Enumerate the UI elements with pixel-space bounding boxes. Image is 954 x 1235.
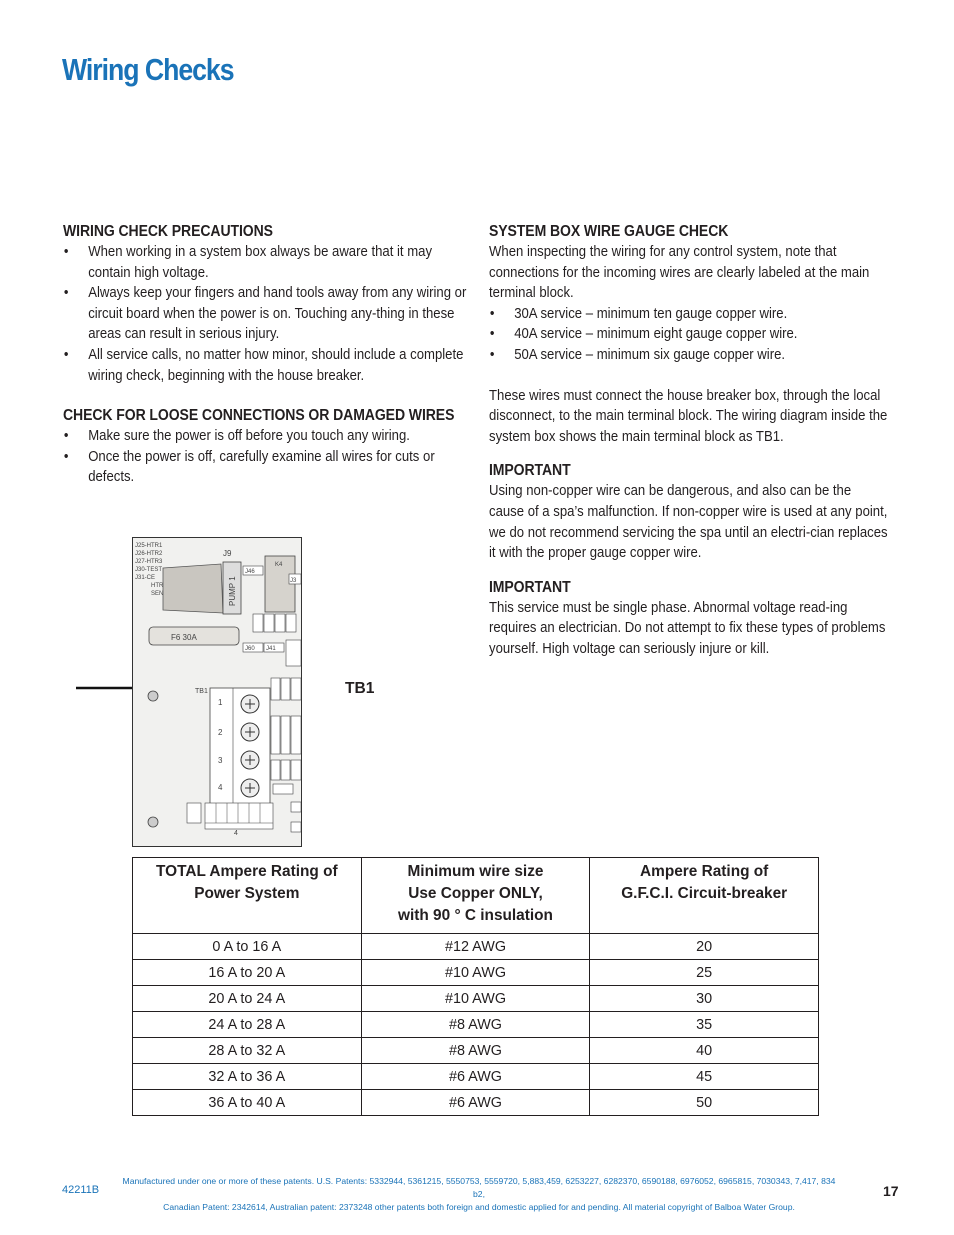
document-code: 42211B [62,1184,100,1196]
table-cell: 25 [590,960,819,986]
footer-line: Canadian Patent: 2342614, Australian patent: 2373248 other patents both foreign and domestic applied for and pending. All material copyright of Balboa Water Group. [163,1202,795,1212]
list-item: • Always keep your fingers and hand tools away from any wiring or circuit board when the power is on. Touching any-thing in these areas can result in serious injury. [63,283,468,345]
board-label: J27-HTR3 [135,559,163,565]
table-row [133,1064,819,1090]
board-label: 4 [218,783,223,792]
board-label: 3 [218,756,223,765]
gauge-intro: When inspecting the wiring for any control system, note that connections for the incoming wires are clearly labeled at the main terminal block. [489,244,870,302]
page-title: Wiring Checks [62,52,234,87]
table-cell: 32 A to 36 A [133,1064,362,1090]
gauge-list [489,304,889,366]
circuit-board-diagram [132,537,302,847]
left-column [63,221,468,488]
board-label: J31-CE [135,575,156,581]
table-cell: 35 [590,1012,819,1038]
patent-footer [118,1175,840,1214]
board-label: J46 [245,569,255,575]
precautions-list [63,242,468,386]
important-text: This service must be single phase. Abnormal voltage read-ing requires an electrician. Do not attempt to fix these types of problems yourself. High voltage can seriously injure or kill. [489,599,886,657]
loose-connections-list [63,426,468,488]
list-item: • Make sure the power is off before you touch any wiring. [63,426,468,447]
table-cell: 20 [590,934,819,960]
table-cell: 30 [590,986,819,1012]
list-item: • All service calls, no matter how minor, should include a complete wiring check, beginning with the house breaker. [63,345,468,386]
table-row [133,1012,819,1038]
table-cell: 36 A to 40 A [133,1090,362,1116]
board-label: K4 [275,562,283,568]
precautions-heading: WIRING CHECK PRECAUTIONS [63,223,273,240]
list-item: • Once the power is off, carefully examine all wires for cuts or defects. [63,447,468,488]
header-line: Power System [194,885,300,902]
gauge-note: These wires must connect the house breaker box, through the local disconnect, to the main terminal block. The wiring diagram inside the system box shows the main terminal block as TB1. [489,387,888,445]
tb1-callout-label: TB1 [345,680,375,697]
board-label: PUMP 1 [228,576,237,606]
header-line: with 90 ° C insulation [398,907,553,924]
table-cell: #8 AWG [361,1038,590,1064]
important-heading: IMPORTANT [489,462,571,480]
table-cell: 0 A to 16 A [133,934,362,960]
list-item: • 30A service – minimum ten gauge copper wire. [489,304,889,325]
table-cell: #6 AWG [361,1090,590,1116]
board-label: 4 [234,830,238,837]
important-heading: IMPORTANT [489,578,571,596]
column-header [361,858,590,934]
right-column [489,221,889,660]
board-label: J60 [245,646,255,652]
table-cell: #8 AWG [361,1012,590,1038]
header-line: Ampere Rating of [640,863,769,880]
board-label: SEN [151,591,164,597]
board-label: F6 30A [171,633,197,642]
table-cell: 40 [590,1038,819,1064]
board-label: J26-HTR2 [135,551,163,557]
table-row [133,1090,819,1116]
board-label: J3 [290,578,297,584]
table-cell: #10 AWG [361,960,590,986]
list-item: • When working in a system box always be aware that it may contain high voltage. [63,242,468,283]
board-label: TB1 [195,688,208,695]
circuit-board-illustration [133,538,301,846]
table-header-row [133,858,819,934]
header-line: G.F.C.I. Circuit-breaker [621,885,788,902]
header-line: Use Copper ONLY, [408,885,543,902]
board-label: 2 [218,728,223,737]
table-cell: 16 A to 20 A [133,960,362,986]
gauge-check-heading: SYSTEM BOX WIRE GAUGE CHECK [489,223,729,240]
table-row [133,1038,819,1064]
table-cell: 24 A to 28 A [133,1012,362,1038]
table-cell: 28 A to 32 A [133,1038,362,1064]
board-label: J9 [223,549,232,558]
column-header [133,858,362,934]
board-label: HTR [151,583,164,589]
header-line: TOTAL Ampere Rating of [156,863,338,880]
table-row [133,960,819,986]
table-cell: #12 AWG [361,934,590,960]
footer-line: Manufactured under one or more of these patents. U.S. Patents: 5332944, 5361215, 5550753, 5559720, 5,883,459, 6253227, 6282370, 6590188, 6976052, 6965815, 7030343, 7,417, 834 b2, [122,1176,836,1199]
page-number: 17 [883,1183,899,1199]
list-item: • 40A service – minimum eight gauge copper wire. [489,324,889,345]
board-label: J25-HTR1 [135,543,163,549]
table-cell: 20 A to 24 A [133,986,362,1012]
table-cell: #10 AWG [361,986,590,1012]
board-label: 1 [218,698,223,707]
list-item: • 50A service – minimum six gauge copper wire. [489,345,889,366]
table-cell: 45 [590,1064,819,1090]
table-cell: 50 [590,1090,819,1116]
loose-connections-heading: CHECK FOR LOOSE CONNECTIONS OR DAMAGED WIRES [63,407,455,425]
table-row [133,934,819,960]
table-cell: #6 AWG [361,1064,590,1090]
column-header [590,858,819,934]
wire-gauge-table [132,857,819,1116]
header-line: Minimum wire size [407,863,544,880]
board-label: J41 [266,646,276,652]
board-label: J30-TEST [135,567,163,573]
table-row [133,986,819,1012]
important-text: Using non-copper wire can be dangerous, and also can be the cause of a spa’s malfunction. If non-copper wire is used at any point, we do not recommend servicing the spa until an electri-cian replaces it with the proper gauge copper wire. [489,483,888,562]
